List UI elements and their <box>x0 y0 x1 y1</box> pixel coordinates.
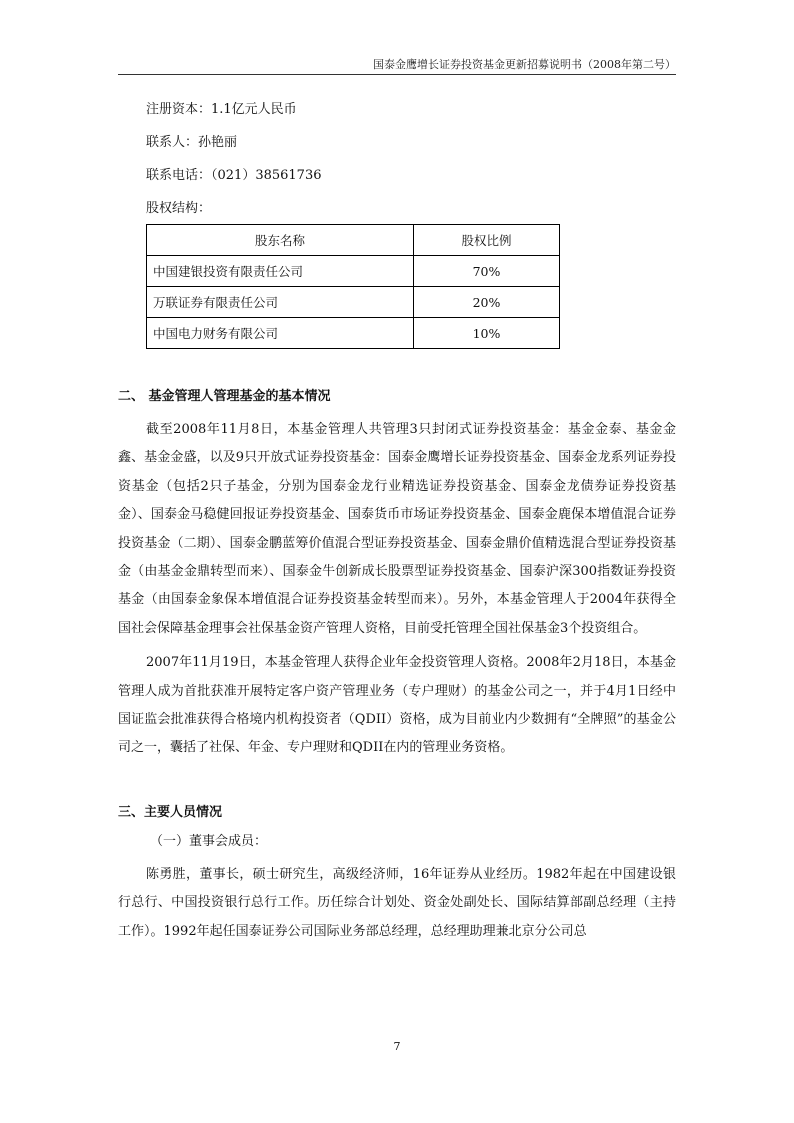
subheading-board-members: （一）董事会成员： <box>150 833 268 849</box>
running-header: 国泰金鹰增长证券投资基金更新招募说明书（2008年第二号） <box>373 58 676 71</box>
shareholder-ratio: 70% <box>414 256 560 287</box>
equity-structure-label: 股权结构： <box>146 201 212 216</box>
shareholder-ratio: 20% <box>414 287 560 318</box>
company-info <box>118 96 676 222</box>
shareholder-table <box>146 224 560 349</box>
shareholder-ratio: 10% <box>414 318 560 349</box>
paragraph-qualifications: 2007年11月19日，本基金管理人获得企业年金投资管理人资格。2008年2月18日，本基金管理人成为首批获准开展特定客户资产管理业务（专户理财）的基金公司之一，并于4月1日经中国证监会批准获得合格境内机构投资者（QDII）资格，成为目前业内少数拥有“全牌照”的基金公司之一，囊括了社保、年金、专户理财和QDII在内的管理业务资格。 <box>118 655 676 756</box>
shareholder-name: 中国电力财务有限公司 <box>147 318 414 349</box>
table-header-row <box>147 225 560 256</box>
page-number: 7 <box>393 1040 401 1053</box>
registered-capital: 注册资本：1.1亿元人民币 <box>146 102 297 117</box>
contact-phone: 联系电话：（021）38561736 <box>146 168 322 183</box>
page-body <box>118 96 676 946</box>
table-row <box>147 318 560 349</box>
section-heading-fund-management: 二、 基金管理人管理基金的基本情况 <box>118 389 331 404</box>
contact-person: 联系人：孙艳丽 <box>146 135 238 150</box>
paragraph-funds-managed: 截至2008年11月8日，本基金管理人共管理3只封闭式证券投资基金：基金金泰、基金金鑫、基金金盛，以及9只开放式证券投资基金：国泰金鹰增长证券投资基金、国泰金龙系列证券投资基金（包括2只子基金，分别为国泰金龙行业精选证券投资基金、国泰金龙债券证券投资基金）、国泰金马稳健回报证券投资基金、国泰货币市场证券投资基金、国泰金鹿保本增值混合证券投资基金（二期）、国泰金鹏蓝筹价值混合型证券投资基金、国泰金鼎价值精选混合型证券投资基金（由基金金鼎转型而来）、国泰金牛创新成长股票型证券投资基金、国泰沪深300指数证券投资基金（由国泰金象保本增值混合证券投资基金转型而来）。另外，本基金管理人于2004年获得全国社会保障基金理事会社保基金资产管理人资格，目前受托管理全国社保基金3个投资组合。 <box>118 422 676 636</box>
header-rule <box>118 74 676 75</box>
shareholder-name: 万联证券有限责任公司 <box>147 287 414 318</box>
section-heading-key-personnel: 三、主要人员情况 <box>118 804 223 820</box>
column-header-shareholder: 股东名称 <box>147 225 414 256</box>
table-row <box>147 256 560 287</box>
shareholder-name: 中国建银投资有限责任公司 <box>147 256 414 287</box>
table-row <box>147 287 560 318</box>
column-header-ratio: 股权比例 <box>414 225 560 256</box>
paragraph-chairman-bio: 陈勇胜，董事长，硕士研究生，高级经济师，16年证券从业经历。1982年起在中国建设银行总行、中国投资银行总行工作。历任综合计划处、资金处副处长、国际结算部副总经理（主持工作）。1992年起任国泰证券公司国际业务部总经理，总经理助理兼北京分公司总 <box>118 866 676 939</box>
